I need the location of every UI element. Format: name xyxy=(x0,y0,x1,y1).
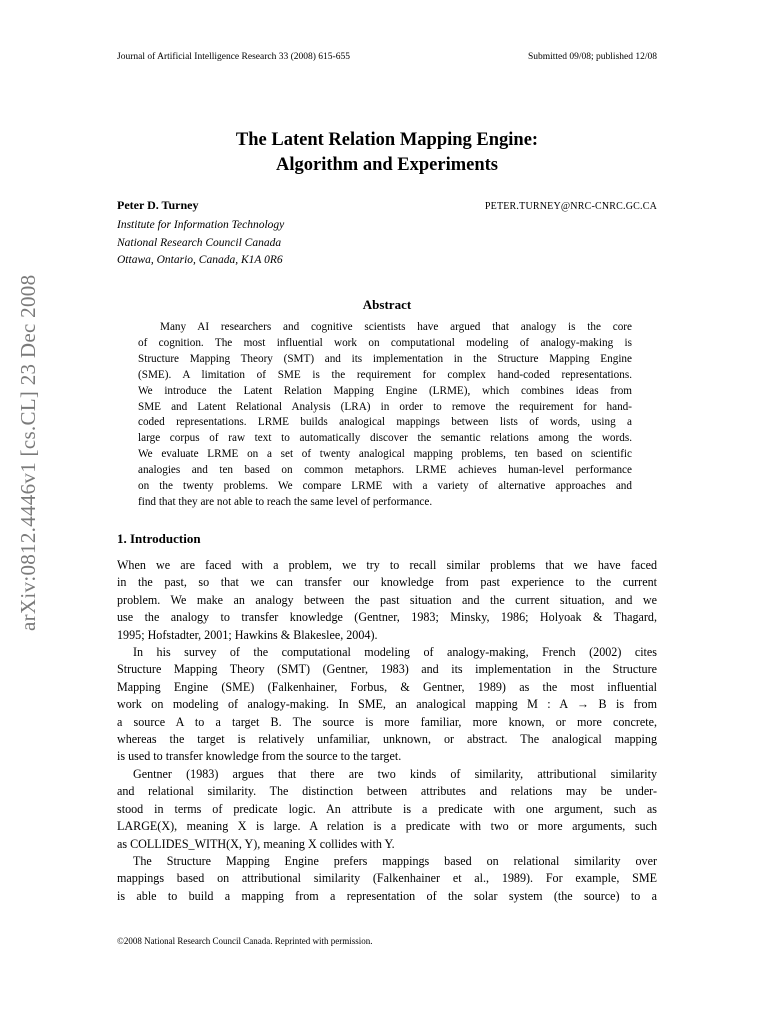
abstract-line: Many AI researchers and cognitive scientists have argued that analogy is the core xyxy=(160,321,632,333)
abstract-line: (SME). A limitation of SME is the requirement for complex hand-coded representations. xyxy=(138,368,632,381)
author-affiliation xyxy=(117,217,284,270)
abstract-line: analogies and ten based on common metaphors. LRME achieves human-level performance xyxy=(138,464,632,477)
submission-dates: Submitted 09/08; published 12/08 xyxy=(527,52,657,62)
abstract-line: SME and Latent Relational Analysis (LRA) in order to remove the requirement for hand- xyxy=(138,400,632,413)
abstract-line: coded representations. LRME builds analogical mappings between lists of words, using a xyxy=(138,416,632,429)
body-line: LARGE(X), meaning X is large. A relation is a predicate with two or more arguments, such xyxy=(117,819,657,834)
journal-header: Journal of Artificial Intelligence Research 33 (2008) 615-655 xyxy=(117,52,350,62)
author-name: Peter D. Turney xyxy=(117,198,199,212)
body-line: In his survey of the computational modeling of analogy-making, French (2002) cites xyxy=(133,645,657,660)
affiliation-line: Institute for Information Technology xyxy=(117,219,285,231)
copyright-footer: ©2008 National Research Council Canada. Reprinted with permission. xyxy=(117,936,373,946)
body-line: problem. We make an analogy between the past situation and the current situation, and we xyxy=(117,592,657,607)
abstract-line: large corpus of raw text to automatically discover the semantic relations among the words. xyxy=(138,432,632,445)
title-line-1: The Latent Relation Mapping Engine: xyxy=(235,130,539,150)
body-line: and relational similarity. The distinction between attributes and relations may be under- xyxy=(117,784,657,799)
body-line: is used to transfer knowledge from the source to the target. xyxy=(117,749,402,764)
body-line: in the past, so that we can transfer our knowledge from past experience to the current xyxy=(117,575,657,590)
body-line: use the analogy to transfer knowledge (Gentner, 1983; Minsky, 1986; Holyoak & Thagard, xyxy=(117,610,657,625)
arxiv-side-stamp: arXiv:0812.4446v1 [cs.CL] 23 Dec 2008 xyxy=(16,274,40,631)
abstract-line: We evaluate LRME on a set of twenty analogical mapping problems, ten based on scientific xyxy=(138,448,632,461)
abstract-line: find that they are not able to reach the same level of performance. xyxy=(138,495,433,508)
body-line: Structure Mapping Theory (SMT) (Gentner, 1983) and its implementation in the Structure xyxy=(117,662,657,677)
abstract-line: on the twenty problems. We compare LRME with a variety of alternative approaches and xyxy=(138,480,632,493)
author-email: PETER.TURNEY@NRC-CNRC.GC.CA xyxy=(484,201,657,212)
abstract-text xyxy=(138,320,632,511)
body-line: as COLLIDES_WITH(X, Y), meaning X collides with Y. xyxy=(117,836,395,851)
body-line: 1995; Hofstadter, 2001; Hawkins & Blakeslee, 2004). xyxy=(117,627,378,642)
abstract-line: of cognition. The most influential work on computational modeling of analogy-making is xyxy=(138,336,632,349)
abstract-line: We introduce the Latent Relation Mapping Engine (LRME), which combines ideas from xyxy=(138,384,632,397)
section-body xyxy=(117,557,657,905)
body-line: mappings based on attributional similarity (Falkenhainer et al., 1989). For example, SME xyxy=(117,871,657,886)
abstract-line: Structure Mapping Theory (SMT) and its implementation in the Structure Mapping Engine xyxy=(138,352,632,365)
affiliation-line: Ottawa, Ontario, Canada, K1A 0R6 xyxy=(117,254,283,266)
abstract-heading: Abstract xyxy=(362,297,412,312)
body-line: Mapping Engine (SME) (Falkenhainer, Forbus, & Gentner, 1989) as the most influential xyxy=(117,679,657,694)
paper-title xyxy=(117,128,657,178)
section-heading: 1. Introduction xyxy=(117,531,201,546)
title-line-2: Algorithm and Experiments xyxy=(276,155,498,175)
body-line: stood in terms of predicate logic. An attribute is a predicate with one argument, such as xyxy=(117,801,657,816)
body-line: whereas the target is relatively unfamiliar, unknown, or abstract. The analogical mapping xyxy=(117,732,657,747)
body-line: When we are faced with a problem, we try to recall similar problems that we have faced xyxy=(117,558,657,572)
affiliation-line: National Research Council Canada xyxy=(117,236,282,249)
body-line: is able to build a mapping from a representation of the solar system (the source) to a xyxy=(117,888,657,903)
body-line: work on modeling of analogy-making. In SME, an analogical mapping M : A → B is from xyxy=(117,697,657,712)
body-line: a source A to a target B. The source is more familiar, more known, or more concrete, xyxy=(117,714,657,729)
body-line: The Structure Mapping Engine prefers mappings based on relational similarity over xyxy=(133,853,657,868)
body-line: Gentner (1983) argues that there are two kinds of similarity, attributional similarity xyxy=(133,766,657,781)
